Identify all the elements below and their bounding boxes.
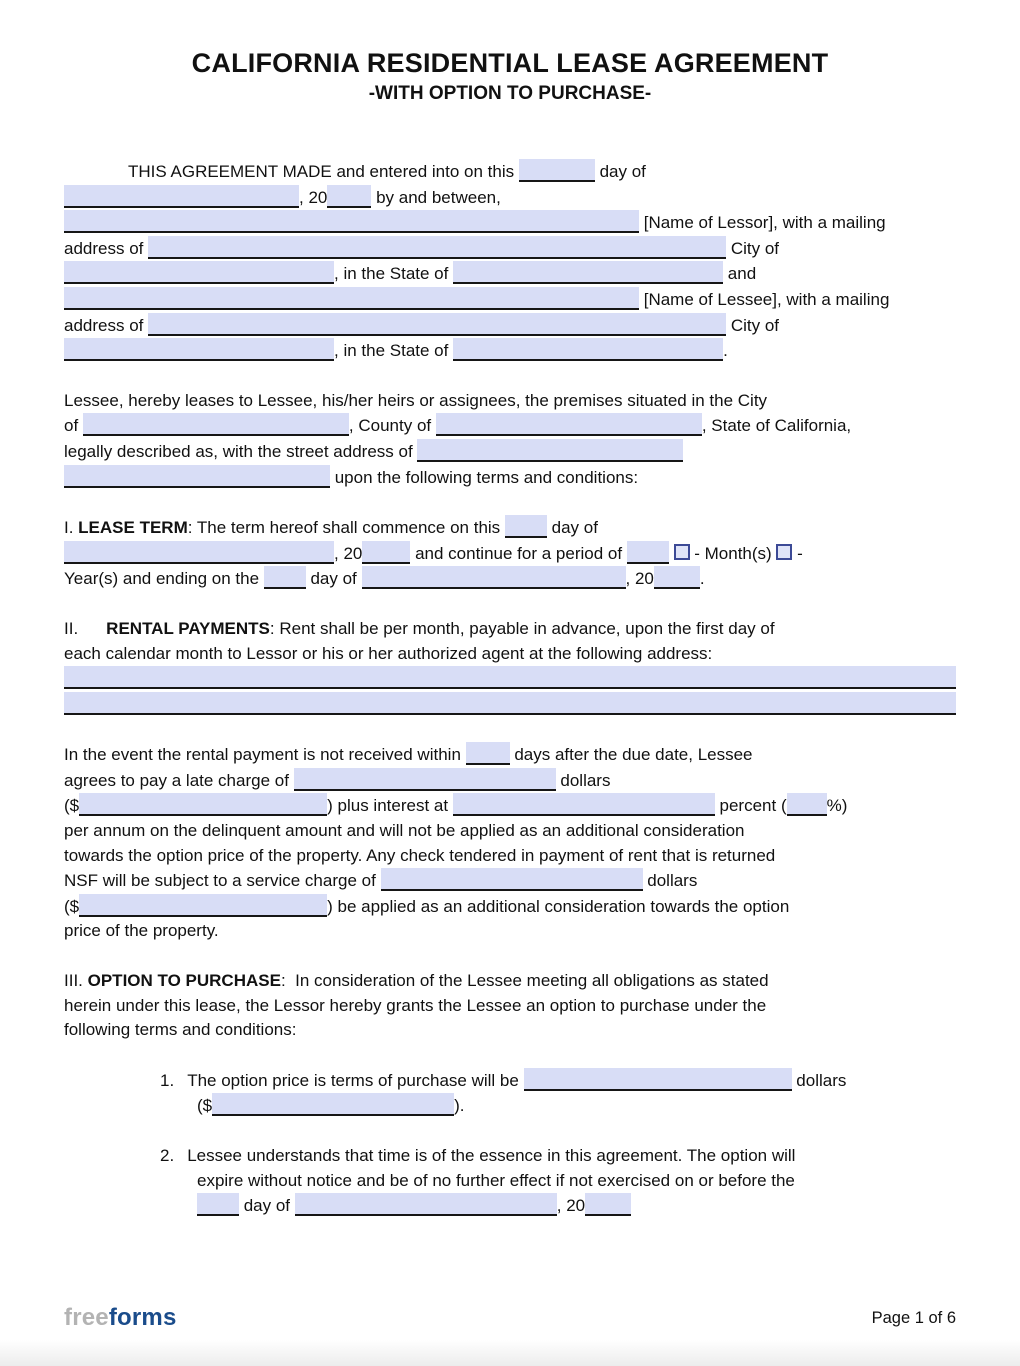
form-text: percent ( xyxy=(714,796,787,816)
page-footer xyxy=(64,1304,956,1332)
blank-fill-in-field[interactable] xyxy=(83,413,349,436)
form-line xyxy=(64,185,956,211)
form-line xyxy=(64,236,956,262)
form-text: Lessee, hereby leases to Lessee, his/her heirs or assignees, the premises situated in the City xyxy=(64,390,768,410)
form-line xyxy=(64,793,956,819)
list-item-option-expiry xyxy=(64,1144,956,1219)
form-line xyxy=(64,642,956,667)
blank-fill-in-field[interactable] xyxy=(585,1193,631,1216)
blank-fill-in-field[interactable] xyxy=(64,185,299,208)
form-text-bold: RENTAL PAYMENTS xyxy=(106,618,270,638)
document-title: CALIFORNIA RESIDENTIAL LEASE AGREEMENT xyxy=(191,48,829,78)
blank-fill-in-field[interactable] xyxy=(64,541,334,564)
document-subtitle: -WITH OPTION TO PURCHASE- xyxy=(368,83,652,104)
blank-fill-in-field[interactable] xyxy=(362,541,410,564)
form-text: expire without notice and be of no further effect if not exercised on or before the xyxy=(197,1170,795,1190)
blank-fill-in-field[interactable] xyxy=(453,338,723,361)
blank-fill-in-field[interactable] xyxy=(466,742,510,765)
blank-fill-in-field[interactable] xyxy=(64,338,334,361)
form-text: each calendar month to Lessor or his or her authorized agent at the following address: xyxy=(64,643,713,663)
section-rental-payments xyxy=(64,617,956,717)
form-text: : The term hereof shall commence on this xyxy=(187,518,505,538)
spacer xyxy=(174,1160,187,1161)
form-line xyxy=(64,1193,956,1219)
blank-fill-in-field[interactable] xyxy=(417,439,683,462)
form-text: , in the State of xyxy=(334,264,454,284)
form-text: legally described as, with the street address of xyxy=(64,441,418,461)
form-text: City of xyxy=(726,238,780,258)
form-line xyxy=(64,742,956,768)
form-text: day of xyxy=(305,569,362,589)
form-text: agrees to pay a late charge of xyxy=(64,770,294,790)
form-text: [Name of Lessee], with a mailing xyxy=(639,289,890,309)
form-line xyxy=(64,287,956,313)
blank-fill-in-field[interactable] xyxy=(505,515,547,538)
freeforms-logo xyxy=(64,1304,177,1332)
blank-fill-in-field[interactable] xyxy=(148,236,726,259)
blank-fill-in-field[interactable] xyxy=(212,1093,454,1116)
paragraph-agreement xyxy=(64,159,956,364)
form-line xyxy=(64,819,956,844)
blank-fill-in-field[interactable] xyxy=(453,793,715,816)
blank-fill-in-field[interactable] xyxy=(264,566,306,589)
spacer xyxy=(64,1185,197,1186)
form-line xyxy=(64,1068,956,1094)
spacer xyxy=(64,1160,160,1161)
form-text: THIS AGREEMENT MADE and entered into on this xyxy=(128,162,519,181)
bottom-gradient xyxy=(0,1340,1020,1366)
spacer xyxy=(78,633,106,634)
blank-fill-in-field[interactable] xyxy=(453,261,723,284)
blank-fill-in-field[interactable] xyxy=(519,159,595,182)
form-line xyxy=(64,338,956,364)
form-text: I. xyxy=(64,518,79,538)
form-line xyxy=(64,1018,956,1043)
checkbox[interactable] xyxy=(674,544,690,560)
form-text: days after the due date, Lessee xyxy=(509,745,753,765)
blank-fill-in-field[interactable] xyxy=(64,261,334,284)
form-line xyxy=(64,313,956,339)
form-text: ($ xyxy=(197,1096,213,1116)
form-text: dollars xyxy=(791,1070,847,1090)
form-line xyxy=(64,515,956,541)
form-text: , 20 xyxy=(556,1196,586,1216)
form-text: - Month(s) xyxy=(689,543,777,563)
form-line xyxy=(64,413,956,439)
form-text: : Rent shall be per month, payable in advance, upon the first day of xyxy=(269,618,775,638)
form-text: price of the property. xyxy=(64,921,219,941)
page-number: Page 1 of 6 xyxy=(871,1309,956,1327)
blank-fill-in-field[interactable] xyxy=(654,566,700,589)
form-text: - xyxy=(792,543,803,563)
form-text: 1. xyxy=(160,1070,175,1090)
form-text: ($ xyxy=(64,896,80,916)
title-block xyxy=(64,48,956,105)
spacer xyxy=(64,1085,160,1086)
form-line xyxy=(64,439,956,465)
form-text: and xyxy=(723,264,757,284)
form-line xyxy=(64,868,956,894)
form-text: ) plus interest at xyxy=(327,796,453,816)
form-text: , State of California, xyxy=(701,416,852,436)
blank-fill-in-field[interactable] xyxy=(64,210,639,233)
form-text: : In consideration of the Lessee meeting all obligations as stated xyxy=(280,971,769,991)
blank-fill-in-field[interactable] xyxy=(294,768,556,791)
form-line xyxy=(64,666,956,692)
form-text: . xyxy=(699,569,705,589)
form-line xyxy=(64,541,956,567)
paragraph-premises xyxy=(64,389,956,490)
form-text: dollars xyxy=(642,871,698,891)
form-text: 2. xyxy=(160,1146,175,1165)
form-text: upon the following terms and conditions: xyxy=(330,467,639,487)
form-text: , County of xyxy=(348,416,436,436)
form-text: day of xyxy=(239,1196,295,1216)
blank-fill-in-field[interactable] xyxy=(524,1068,792,1091)
form-line xyxy=(64,919,956,944)
form-text: %) xyxy=(826,796,848,816)
form-line xyxy=(64,210,956,236)
form-text: , 20 xyxy=(625,569,654,589)
document-body xyxy=(64,159,956,1219)
list-item-option-price xyxy=(64,1068,956,1119)
form-line xyxy=(64,617,956,642)
blank-fill-in-field[interactable] xyxy=(64,666,956,689)
blank-fill-in-field[interactable] xyxy=(79,793,327,816)
form-text: Lessee understands that time is of the essence in this agreement. The option will xyxy=(187,1146,796,1165)
form-text: III. xyxy=(64,971,88,991)
form-text: day of xyxy=(546,518,598,538)
form-text: , 20 xyxy=(299,187,328,207)
form-text: II. xyxy=(64,618,79,638)
spacer xyxy=(64,1110,197,1111)
form-text: , in the State of xyxy=(334,341,454,361)
blank-fill-in-field[interactable] xyxy=(327,185,371,208)
blank-fill-in-field[interactable] xyxy=(64,287,639,310)
form-text: by and between, xyxy=(371,187,501,207)
form-text: Year(s) and ending on the xyxy=(64,569,264,589)
form-text: address of xyxy=(64,238,149,258)
form-text: City of xyxy=(726,315,780,335)
form-text: In the event the rental payment is not received within xyxy=(64,745,466,765)
blank-fill-in-field[interactable] xyxy=(64,692,956,715)
logo-text-forms: forms xyxy=(108,1304,177,1331)
form-text-bold: OPTION TO PURCHASE xyxy=(87,971,281,991)
form-text: ). xyxy=(454,1096,465,1116)
form-text: towards the option price of the property. Any check tendered in payment of rent that is returned xyxy=(64,845,776,865)
form-line xyxy=(64,994,956,1019)
spacer xyxy=(64,1210,197,1211)
form-text: herein under this lease, the Lessor hereby grants the Lessee an option to purchase under the xyxy=(64,995,767,1015)
spacer xyxy=(174,1085,187,1086)
form-text: . xyxy=(723,341,728,361)
blank-fill-in-field[interactable] xyxy=(148,313,726,336)
section-lease-term xyxy=(64,515,956,592)
form-line xyxy=(64,261,956,287)
form-text: ($ xyxy=(64,796,80,816)
form-text: per annum on the delinquent amount and will not be applied as an additional consideration xyxy=(64,821,745,841)
form-line xyxy=(64,692,956,718)
checkbox[interactable] xyxy=(776,544,792,560)
blank-fill-in-field[interactable] xyxy=(787,793,827,816)
form-line xyxy=(64,1093,956,1119)
blank-fill-in-field[interactable] xyxy=(627,541,669,564)
form-text: following terms and conditions: xyxy=(64,1020,297,1040)
form-line xyxy=(64,1169,956,1194)
form-line xyxy=(64,1144,956,1169)
form-text: dollars xyxy=(555,770,611,790)
blank-fill-in-field[interactable] xyxy=(436,413,702,436)
blank-fill-in-field[interactable] xyxy=(197,1193,239,1216)
form-text-bold: LEASE TERM xyxy=(78,518,188,538)
paragraph-late-charge xyxy=(64,742,956,944)
section-option-to-purchase xyxy=(64,969,956,1043)
form-text: ) be applied as an additional consideration towards the option xyxy=(327,896,790,916)
form-line xyxy=(64,969,956,994)
form-text: , 20 xyxy=(334,543,363,563)
spacer xyxy=(64,176,128,177)
form-line xyxy=(64,894,956,920)
blank-fill-in-field[interactable] xyxy=(79,894,327,917)
form-line xyxy=(64,389,956,414)
form-line xyxy=(64,768,956,794)
blank-fill-in-field[interactable] xyxy=(381,868,643,891)
form-text: NSF will be subject to a service charge of xyxy=(64,871,381,891)
form-text: The option price is terms of purchase will be xyxy=(187,1070,524,1090)
form-text: [Name of Lessor], with a mailing xyxy=(639,213,886,233)
blank-fill-in-field[interactable] xyxy=(64,465,330,488)
form-text: day of xyxy=(594,162,646,181)
blank-fill-in-field[interactable] xyxy=(362,566,626,589)
form-text: of xyxy=(64,416,83,436)
blank-fill-in-field[interactable] xyxy=(295,1193,557,1216)
form-line xyxy=(64,159,956,185)
form-line xyxy=(64,465,956,491)
form-line xyxy=(64,844,956,869)
form-text: address of xyxy=(64,315,149,335)
form-line xyxy=(64,566,956,592)
form-text: and continue for a period of xyxy=(410,543,627,563)
logo-text-free: free xyxy=(64,1304,109,1331)
